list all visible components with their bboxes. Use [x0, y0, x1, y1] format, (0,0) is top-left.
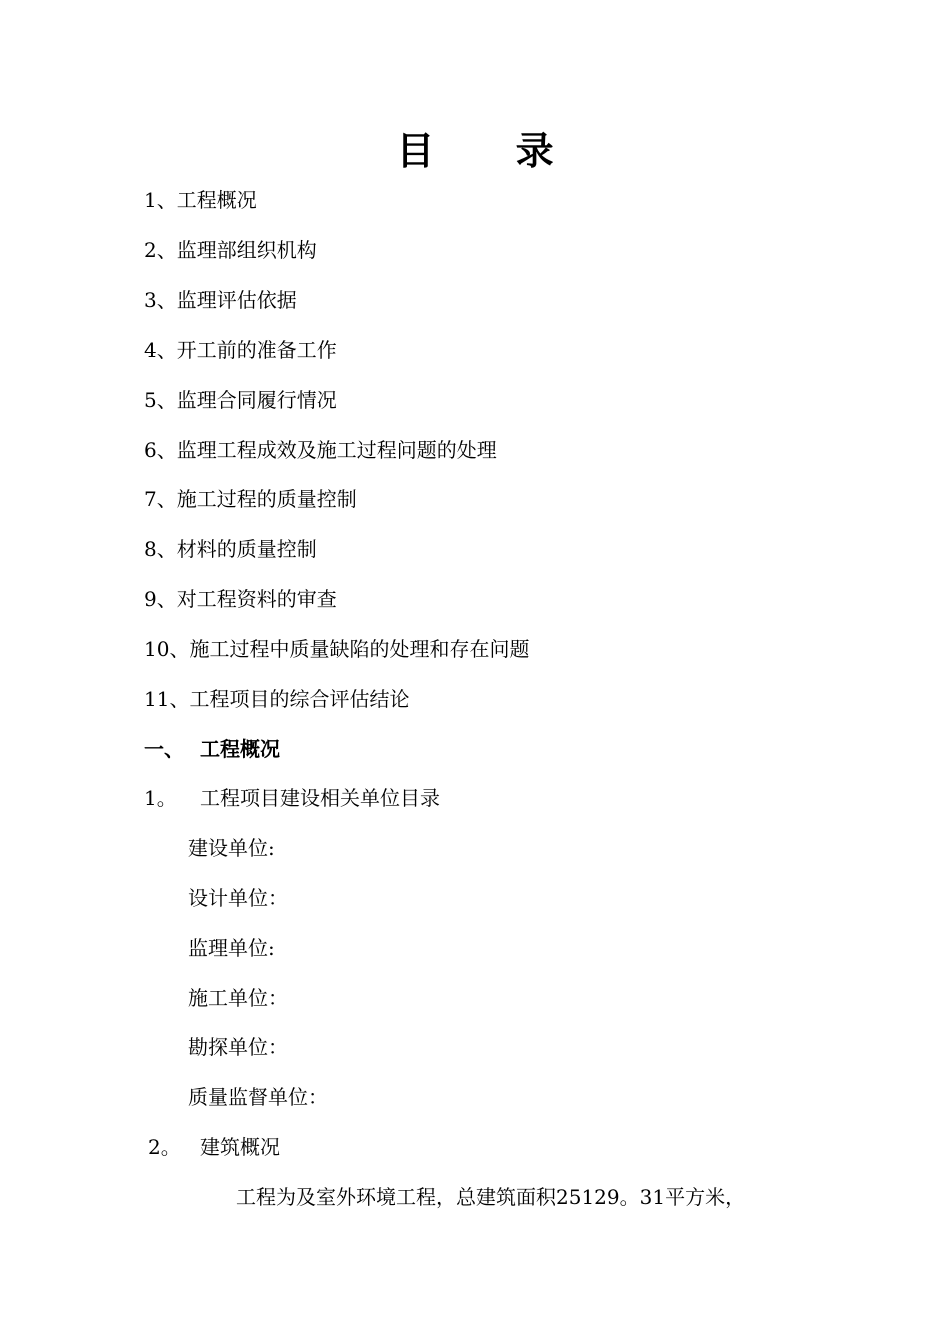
toc-item-6: 6、监理工程成效及施工过程问题的处理: [144, 438, 497, 462]
toc-item-2: 2、监理部组织机构: [144, 238, 317, 262]
unit-line-survey: 勘探单位：: [188, 1035, 288, 1059]
toc-item-5: 5、监理合同履行情况: [144, 388, 337, 412]
toc-item-3: 3、监理评估依据: [144, 288, 297, 312]
toc-item-10: 10、施工过程中质量缺陷的处理和存在问题: [144, 637, 530, 661]
unit-line-construction: 建设单位:: [188, 836, 275, 860]
subsection-title-2: 建筑概况: [200, 1135, 280, 1159]
toc-item-7: 7、施工过程的质量控制: [144, 487, 357, 511]
overview-paragraph: 工程为及室外环境工程，总建筑面积25129。31平方米，: [236, 1185, 746, 1209]
unit-line-design: 设计单位：: [188, 886, 288, 910]
toc-item-1: 1、工程概况: [144, 188, 257, 212]
unit-line-supervision: 监理单位:: [188, 936, 275, 960]
subsection-number-1: 1。: [144, 786, 177, 810]
subsection-heading-1: [144, 785, 440, 811]
unit-line-builder: 施工单位：: [188, 986, 288, 1010]
toc-item-4: 4、开工前的准备工作: [144, 338, 337, 362]
toc-item-9: 9、对工程资料的审查: [144, 587, 337, 611]
subsection-title-1: 工程项目建设相关单位目录: [200, 786, 440, 810]
toc-item-8: 8、材料的质量控制: [144, 537, 317, 561]
subsection-heading-2: [148, 1134, 280, 1160]
section-title: 工程概况: [200, 737, 280, 761]
subsection-number-2: 2。: [148, 1135, 181, 1159]
page-title: 目 录: [396, 128, 588, 173]
unit-line-quality: 质量监督单位：: [188, 1085, 328, 1109]
section-heading: [144, 736, 280, 762]
toc-item-11: 11、工程项目的综合评估结论: [144, 687, 410, 711]
section-number: 一、: [144, 737, 184, 761]
